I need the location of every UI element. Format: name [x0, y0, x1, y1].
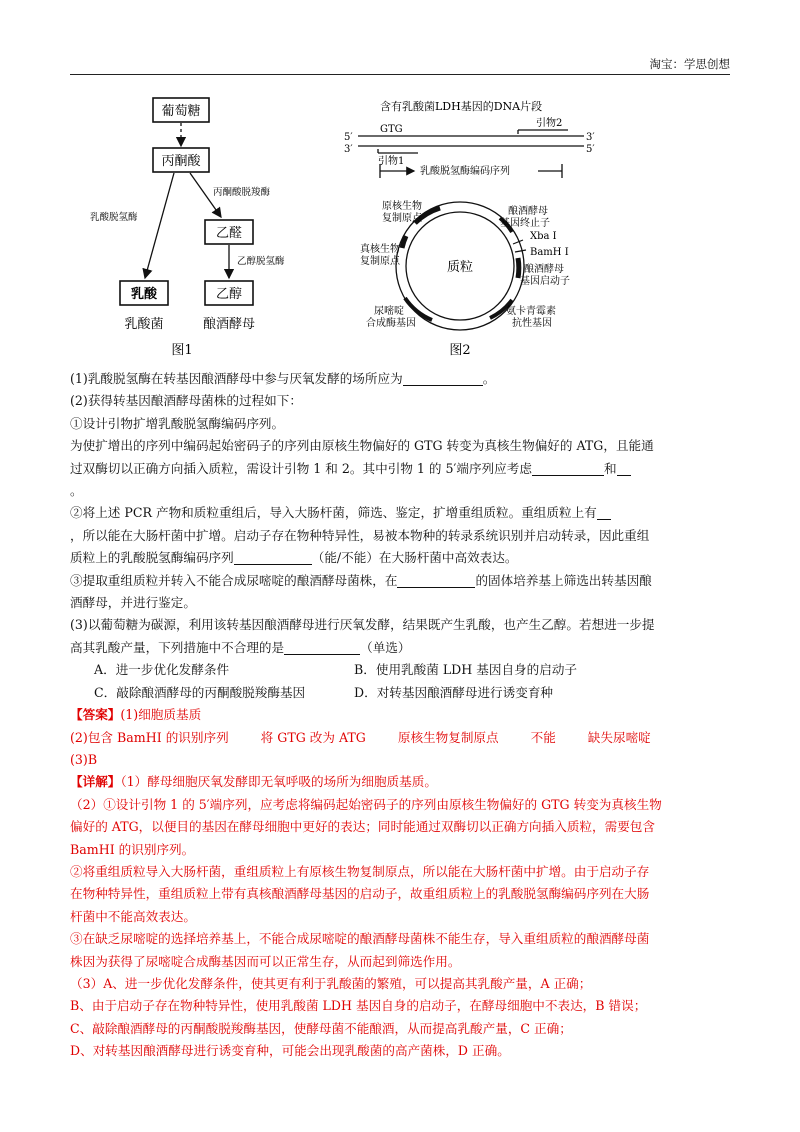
figure1-caption: 图1 [171, 343, 193, 358]
explanation-line-1: 【详解】（1）酵母细胞厌氧发酵即无氧呼吸的场所为细胞质基质。 [70, 774, 437, 790]
dna-fragment-title: 含有乳酸菌LDH基因的DNA片段 [380, 100, 543, 113]
three-prime-bottom-left: 3′ [344, 144, 353, 155]
prok-origin-label-2: 复制原点 [382, 213, 422, 224]
five-prime-top: 5′ [344, 132, 353, 143]
enzyme-pdc-label: 丙酮酸脱羧酶 [213, 187, 271, 198]
answer-line-1: 【答案】(1)细胞质基质 [70, 707, 202, 723]
option-a: A．进一步优化发酵条件 [94, 662, 230, 678]
enzyme-adh-label: 乙醇脱氢酶 [237, 256, 285, 267]
acetaldehyde-label: 乙醛 [215, 226, 243, 241]
q1-line: (1)乳酸脱氢酶在转基因酿酒酵母中参与厌氧发酵的场所应为 。 [70, 371, 496, 386]
q3-line1: (3)以葡萄糖为碳源，利用该转基因酿酒酵母进行厌氧发酵，结果既产生乳酸，也产生乙醇。若想进一步提 [70, 617, 655, 633]
answer-line-3: (3)B [70, 751, 98, 767]
q2-step1-title: ①设计引物扩增乳酸脱氢酶编码序列。 [70, 415, 285, 431]
promoter-label-1: 酿酒酵母 [524, 264, 564, 275]
amp-label-1: 氨卡青霉素 [506, 306, 556, 317]
organism-bacteria-label: 乳酸菌 [124, 317, 164, 332]
option-c: C．敲除酿酒酵母的丙酮酸脱羧酶基因 [94, 684, 306, 700]
promoter-label-2: 基因启动子 [520, 276, 570, 287]
primer2-label: 引物2 [536, 118, 563, 129]
explanation-p5: （3）A、进一步优化发酵条件，使其更有利于乳酸菌的繁殖，可以提高其乳酸产量，A 正确； [70, 975, 592, 991]
ethanol-label: 乙醇 [215, 287, 243, 302]
three-prime-top-right: 3′ [586, 132, 595, 143]
q1-blank [403, 370, 483, 386]
organism-yeast-label: 酿酒酵母 [202, 317, 256, 332]
explanation-p7: C、敲除酿酒酵母的丙酮酸脱羧酶基因，使酵母菌不能酿酒，从而提高乳酸产量，C 正确； [70, 1020, 572, 1036]
q3-blank [284, 639, 360, 655]
q2-step1-line2: 过双酶切以正确方向插入质粒，需设计引物 1 和 2。其中引物 1 的 5′端序列应考虑 和 [70, 458, 730, 480]
option-b: B．使用乳酸菌 LDH 基因自身的启动子 [354, 662, 578, 678]
q2-step3-line1: ③提取重组质粒并转入不能合成尿嘧啶的酿酒酵母菌株，在 的固体培养基上筛选出转基因酿 [70, 572, 652, 588]
xbai-label: Xba I [530, 231, 557, 242]
euk-origin-label-2: 复制原点 [360, 256, 400, 267]
ura-gene-label-2: 合成酶基因 [366, 318, 416, 329]
glucose-label: 葡萄糖 [161, 104, 201, 119]
figure2-caption: 图2 [449, 343, 471, 358]
explanation-p2-l3: BamHI 的识别序列。 [70, 841, 195, 857]
terminator-label-1: 酿酒酵母 [508, 206, 548, 217]
q2-step1-line1: 为使扩增出的序列中编码起始密码子的序列由原核生物偏好的 GTG 转变为真核生物偏好的 ATG，且能通 [70, 438, 654, 454]
bamhi-label: BamH I [530, 247, 569, 258]
q2-step2-line3: 质粒上的乳酸脱氢酶编码序列 （能/不能）在大肠杆菌中高效表达。 [70, 550, 518, 566]
lactic-acid-label: 乳酸 [130, 287, 158, 302]
explanation-p2-l2: 偏好的 ATG，以便目的基因在酵母细胞中更好的表达；同时能通过双酶切以正确方向插入质粒，需要包含 [70, 819, 655, 835]
q2-step2-line1: ②将上述 PCR 产物和质粒重组后，导入大肠杆菌，筛选、鉴定，扩增重组质粒。重组质粒上有 [70, 502, 730, 524]
options-row-1 [70, 659, 730, 681]
page-header [70, 52, 730, 75]
figure-1 [82, 90, 322, 362]
coding-sequence-label: 乳酸脱氢酶编码序列 [420, 166, 510, 177]
enzyme-ldh-label: 乳酸脱氢酶 [90, 212, 138, 223]
options-row-2 [70, 682, 730, 704]
five-prime-bottom-right: 5′ [586, 144, 595, 155]
q2-step3-line2: 酒酵母，并进行鉴定。 [70, 595, 196, 611]
option-d: D．对转基因酿酒酵母进行诱变育种 [354, 684, 554, 700]
q2-blank-5 [397, 572, 475, 588]
euk-origin-label-1: 真核生物 [360, 244, 400, 255]
q2-step1-line3: 。 [70, 483, 83, 499]
primer1-label: 引物1 [378, 156, 405, 167]
q2-intro: (2)获得转基因酿酒酵母菌株的过程如下： [70, 393, 302, 409]
explanation-p3-l3: 杆菌中不能高效表达。 [70, 908, 196, 924]
explanation-p3-l2: 在物种特异性，重组质粒上带有真核酿酒酵母基因的启动子，故重组质粒上的乳酸脱氢酶编码序列在大肠 [70, 886, 650, 902]
q2-blank-1 [532, 460, 604, 476]
explanation-p4-l2: 株因为获得了尿嘧啶合成酶基因而可以正常生存，从而起到筛选作用。 [70, 953, 461, 969]
plasmid-label: 质粒 [446, 260, 474, 275]
explanation-p6: B、由于启动子存在物种特异性，使用乳酸菌 LDH 基因自身的启动子，在酵母细胞中不表达，B 错误； [70, 998, 647, 1014]
amp-label-2: 抗性基因 [512, 318, 552, 329]
pyruvate-label: 丙酮酸 [161, 154, 201, 169]
explanation-p3-l1: ②将重组质粒导入大肠杆菌，重组质粒上有原核生物复制原点，所以能在大肠杆菌中扩增。由于启动子存 [70, 863, 650, 879]
answer-line-2: (2)包含 BamHI 的识别序列 将 GTG 改为 ATG 原核生物复制原点 不能 缺失尿嘧啶 [70, 729, 651, 745]
explanation-p2-l1: （2）①设计引物 1 的 5′端序列，应考虑将编码起始密码子的序列由原核生物偏好的 GTG 转变为真核生物 [70, 796, 662, 812]
explanation-p8: D、对转基因酿酒酵母进行诱变育种，可能会出现乳酸菌的高产菌株，D 正确。 [70, 1043, 510, 1059]
terminator-label-2: 基因终止子 [500, 218, 550, 229]
header-text: 淘宝：学思创想 [649, 57, 730, 71]
gtg-label: GTG [380, 124, 403, 135]
prok-origin-label-1: 原核生物 [382, 201, 422, 212]
figure-2 [340, 88, 610, 364]
explanation-p4-l1: ③在缺乏尿嘧啶的选择培养基上，不能合成尿嘧啶的酿酒酵母菌株不能生存，导入重组质粒的酿酒酵母菌 [70, 931, 650, 947]
q2-blank-4 [234, 549, 312, 565]
q3-line2: 高其乳酸产量，下列措施中不合理的是 （单选） [70, 639, 411, 655]
q2-blank-2 [617, 460, 631, 476]
q2-step2-line2: ，所以能在大肠杆菌中扩增。启动子存在物种特异性，易被本物种的转录系统识别并启动转录，因此重组 [70, 527, 650, 543]
ura-gene-label-1: 尿嘧啶 [374, 306, 404, 317]
q2-blank-3 [597, 504, 611, 520]
question-block [70, 368, 730, 1063]
